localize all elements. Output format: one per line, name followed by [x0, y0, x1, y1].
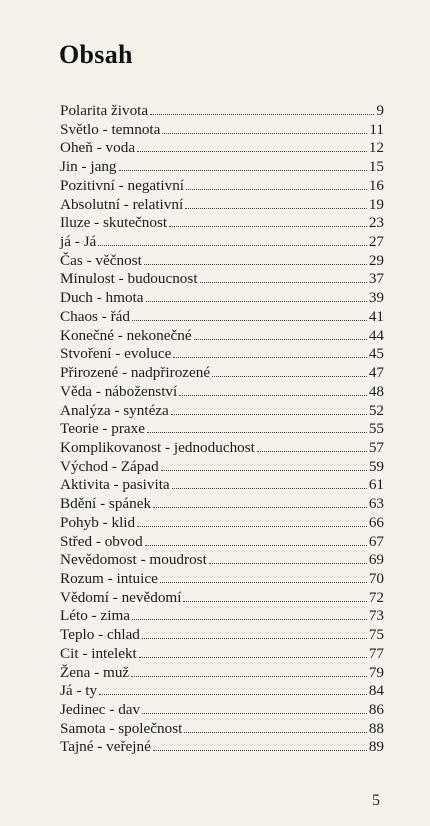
- toc-entry-title: Žena - muž: [60, 663, 130, 681]
- toc-entry: [60, 269, 384, 288]
- dot-leader: [144, 251, 367, 265]
- dot-leader: [153, 737, 367, 751]
- dot-leader: [132, 606, 367, 620]
- toc-entry-page: 79: [368, 663, 384, 681]
- toc-entry: [60, 120, 384, 139]
- page-number: 5: [372, 792, 380, 809]
- toc-entry-title: Tajné - veřejné: [60, 738, 151, 756]
- toc-entry: [60, 363, 384, 382]
- toc-entry: [60, 401, 384, 420]
- toc-entry-title: Stvoření - evoluce: [60, 345, 172, 363]
- toc-entry: [60, 625, 384, 644]
- dot-leader: [147, 419, 367, 433]
- toc-entry-page: 57: [368, 438, 384, 456]
- toc-entry-title: Oheň - voda: [60, 139, 136, 157]
- toc-entry-title: Pozitivní - negativní: [60, 176, 185, 194]
- toc-entry: [60, 307, 384, 326]
- dot-leader: [153, 494, 367, 508]
- toc-entry: [60, 532, 384, 551]
- toc-entry-page: 39: [368, 289, 384, 307]
- toc-entry-title: já - Já: [60, 233, 97, 251]
- toc-entry: [60, 737, 384, 756]
- toc-entry-title: Světlo - temnota: [60, 120, 161, 138]
- toc-entry-title: Věda - náboženství: [60, 382, 178, 400]
- toc-entry-page: 44: [368, 326, 384, 344]
- toc-entry-title: Střed - obvod: [60, 532, 143, 550]
- toc-entry-title: Pohyb - klid: [60, 513, 136, 531]
- toc-entry-page: 77: [368, 644, 384, 662]
- toc-entry-title: Absolutní - relativní: [60, 195, 184, 213]
- toc-entry-title: Já - ty: [60, 682, 98, 700]
- toc-entry: [60, 513, 384, 532]
- toc-entry-page: 73: [368, 607, 384, 625]
- dot-leader: [183, 588, 366, 602]
- toc-entry-title: Jin - jang: [60, 158, 117, 176]
- toc-entry: [60, 288, 384, 307]
- dot-leader: [145, 532, 367, 546]
- dot-leader: [137, 138, 367, 152]
- dot-leader: [209, 550, 367, 564]
- toc-entry-page: 59: [368, 457, 384, 475]
- dot-leader: [132, 307, 367, 321]
- toc-entry-page: 47: [368, 364, 384, 382]
- toc-entry: [60, 700, 384, 719]
- toc-entry-title: Analýza - syntéza: [60, 401, 169, 419]
- toc-entry-title: Chaos - řád: [60, 307, 131, 325]
- toc-entry-page: 86: [368, 701, 384, 718]
- dot-leader: [257, 438, 367, 452]
- toc-entry: [60, 719, 384, 738]
- toc-entry-page: 12: [368, 139, 384, 157]
- toc-entry-title: Konečné - nekonečné: [60, 326, 192, 344]
- toc-entry: [60, 419, 384, 438]
- toc-entry: [60, 157, 384, 176]
- toc-entry-title: Cit - intelekt: [60, 644, 137, 662]
- dot-leader: [184, 719, 366, 733]
- dot-leader: [212, 363, 367, 377]
- toc-entry-page: 63: [368, 495, 384, 513]
- toc-entry: [60, 457, 384, 476]
- toc-entry: [60, 213, 384, 232]
- dot-leader: [186, 176, 367, 190]
- dot-leader: [98, 232, 367, 246]
- toc-entry-title: Rozum - intuice: [60, 569, 158, 587]
- dot-leader: [161, 457, 367, 471]
- dot-leader: [185, 195, 367, 209]
- toc-entry-page: 67: [368, 532, 384, 550]
- toc-entry: [60, 326, 384, 345]
- toc-entry-title: Nevědomost - moudrost: [60, 551, 207, 569]
- toc-entry-title: Polarita života: [60, 102, 149, 119]
- dot-leader: [131, 663, 367, 677]
- toc-entry-title: Bdění - spánek: [60, 495, 152, 513]
- toc-entry-page: 48: [368, 382, 384, 400]
- dot-leader: [146, 288, 367, 302]
- toc-entry: [60, 644, 384, 663]
- dot-leader: [160, 569, 367, 583]
- toc-entry-title: Teplo - chlad: [60, 626, 140, 644]
- dot-leader: [169, 213, 367, 227]
- dot-leader: [179, 382, 367, 396]
- dot-leader: [139, 644, 367, 658]
- toc-entry-page: 52: [368, 401, 384, 419]
- dot-leader: [173, 344, 366, 358]
- toc-entry: [60, 344, 384, 363]
- toc-entry-page: 37: [368, 270, 384, 288]
- table-of-contents: [60, 101, 384, 756]
- toc-entry-page: 75: [368, 626, 384, 644]
- toc-entry-title: Východ - Západ: [60, 457, 159, 475]
- toc-entry: [60, 588, 384, 607]
- toc-entry-page: 88: [368, 719, 384, 737]
- dot-leader: [200, 269, 367, 283]
- dot-leader: [142, 625, 367, 639]
- toc-entry-page: 55: [368, 420, 384, 438]
- toc-entry: [60, 569, 384, 588]
- toc-entry-title: Komplikovanost - jednoduchost: [60, 438, 255, 456]
- toc-entry-page: 66: [368, 513, 384, 531]
- toc-entry-page: 27: [368, 233, 384, 251]
- dot-leader: [137, 513, 367, 527]
- dot-leader: [162, 120, 367, 134]
- toc-entry: [60, 138, 384, 157]
- toc-entry-page: 23: [368, 214, 384, 232]
- toc-entry: [60, 195, 384, 214]
- dot-leader: [150, 101, 374, 115]
- toc-entry: [60, 176, 384, 195]
- toc-entry-page: 11: [369, 120, 384, 138]
- toc-entry-page: 9: [376, 102, 384, 119]
- dot-leader: [171, 401, 367, 415]
- toc-entry-title: Léto - zima: [60, 607, 130, 625]
- toc-entry-page: 89: [368, 738, 384, 756]
- toc-entry-title: Přirozené - nadpřirozené: [60, 364, 211, 382]
- toc-entry: [60, 232, 384, 251]
- toc-entry: [60, 251, 384, 270]
- dot-leader: [99, 681, 367, 695]
- toc-entry-page: 61: [368, 476, 384, 494]
- toc-entry-page: 41: [368, 307, 384, 325]
- page-title: Obsah: [59, 40, 133, 69]
- toc-entry-title: Čas - věčnost: [60, 251, 142, 269]
- toc-entry: [60, 438, 384, 457]
- toc-entry: [60, 606, 384, 625]
- toc-entry: [60, 663, 384, 682]
- toc-entry: [60, 475, 384, 494]
- toc-entry-title: Duch - hmota: [60, 289, 144, 307]
- toc-entry-title: Samota - společnost: [60, 719, 183, 737]
- toc-entry-title: Teorie - praxe: [60, 420, 145, 438]
- toc-entry-page: 19: [368, 195, 384, 213]
- toc-entry-title: Aktivita - pasivita: [60, 476, 170, 494]
- toc-entry: [60, 494, 384, 513]
- toc-entry: [60, 382, 384, 401]
- toc-entry-page: 84: [368, 682, 384, 700]
- toc-entry-page: 16: [368, 176, 384, 194]
- toc-entry-title: Iluze - skutečnost: [60, 214, 168, 232]
- toc-entry-page: 29: [368, 251, 384, 269]
- toc-entry: [60, 550, 384, 569]
- toc-entry-page: 70: [368, 569, 384, 587]
- toc-entry-page: 45: [368, 345, 384, 363]
- toc-entry: [60, 681, 384, 700]
- dot-leader: [172, 475, 367, 489]
- toc-entry: [60, 101, 384, 120]
- toc-entry-title: Jedinec - dav: [60, 701, 141, 718]
- dot-leader: [194, 326, 367, 340]
- toc-entry-page: 69: [368, 551, 384, 569]
- toc-entry-title: Minulost - budoucnost: [60, 270, 198, 288]
- toc-entry-page: 72: [368, 588, 384, 606]
- dot-leader: [142, 700, 367, 714]
- dot-leader: [119, 157, 367, 171]
- toc-entry-title: Vědomí - nevědomí: [60, 588, 182, 606]
- toc-entry-page: 15: [368, 158, 384, 176]
